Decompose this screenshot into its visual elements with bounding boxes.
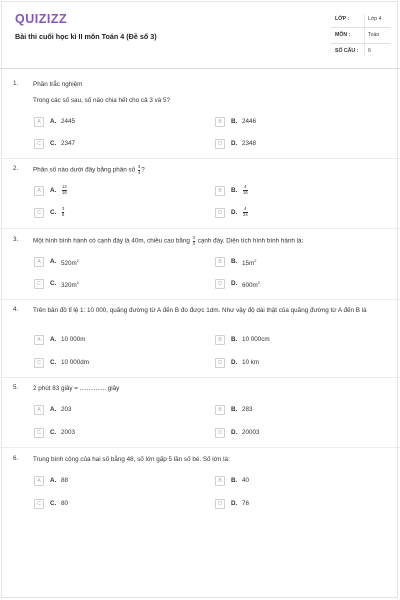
question-text: Trung bình cộng của hai số bằng 48, số lớn gấp 5 lần số bé. Số lớn là: [33,456,230,463]
option-key: B. [231,118,238,125]
option-text [242,185,249,195]
info-row-class [331,12,390,28]
option-text [242,207,249,217]
info-value: Toán [368,32,380,38]
option-key: B. [231,336,238,343]
option-text [242,280,260,289]
question-number: 6. [13,455,19,462]
question-text [33,165,390,175]
superscript: 2 [76,258,79,263]
question-subtext: Trong các số sau, số nào chia hết cho cả 3 và 5? [33,97,170,104]
option-text: 2003 [61,429,76,436]
option-key: B. [231,187,238,194]
fraction [243,185,248,195]
option-key: D. [231,429,238,436]
question-divider [0,447,400,448]
option-key: D. [231,280,238,287]
info-box [331,12,390,58]
option-key: A. [50,336,57,343]
option-key: A. [50,187,57,194]
option-letter: D [215,139,225,149]
question-text [33,236,390,246]
fraction-den: 16 [62,189,67,195]
question-number: 5. [13,384,19,391]
option-key: C. [50,280,57,287]
option-text: 20003 [242,429,260,436]
option-key: C. [50,500,57,507]
option-letter: D [215,279,225,289]
option-letter: C [34,499,44,509]
option-key: D. [231,359,238,366]
option-text [61,280,79,289]
question-number: 4. [13,306,19,313]
fraction [138,165,140,175]
fraction [62,185,67,195]
option-letter: A [34,257,44,267]
option-key: C. [50,209,57,216]
option-value: 600m [242,282,258,290]
option-letter: B [215,186,225,196]
option-text [61,185,68,195]
fraction [62,207,64,217]
question-number: 3. [13,236,19,243]
option-text: 2446 [242,118,257,125]
header-divider [0,68,400,69]
question-text-before: Một hình bình hành có cạnh đáy là 40m, chiều cao bằng [33,237,190,245]
fraction-num: 4 [244,206,247,211]
fraction-num: 3 [62,206,65,211]
question-number: 1. [13,80,19,87]
option-letter: B [215,117,225,127]
option-text: 10 000m [61,336,86,343]
option-key: B. [231,406,238,413]
question-divider [0,377,400,378]
option-letter: D [215,428,225,438]
option-text: 2347 [61,140,76,147]
question-text-before: Phân số nào dưới đây bằng phân số [33,166,136,174]
fraction [193,236,195,246]
option-text [242,258,256,267]
fraction-num: 4 [244,184,247,189]
fraction-num: 3 [137,164,141,169]
option-value: 520m [61,260,77,268]
option-text: 76 [242,500,250,507]
option-text [61,207,65,217]
option-text: 283 [242,406,253,413]
question-text-after: ? [141,166,145,174]
fraction-den: 4 [192,240,195,246]
option-text: 10 000cm [242,336,270,343]
option-text: 203 [61,406,72,413]
fraction-num: 3 [192,235,195,240]
fraction-den: 24 [243,211,248,217]
question-text-after: cạnh đáy. Diện tích hình bình hành là: [197,237,304,245]
question-divider [0,158,400,159]
info-value: Lớp 4 [368,16,382,22]
option-text: 40 [242,477,250,484]
option-text [61,258,79,267]
option-key: B. [231,258,238,265]
option-key: A. [50,477,57,484]
option-letter: A [34,335,44,345]
info-row-count [331,44,390,59]
info-label: LỚP : [335,16,350,22]
option-text: 80 [61,500,69,507]
option-letter: B [215,405,225,415]
option-letter: C [34,139,44,149]
option-letter: D [215,208,225,218]
option-key: D. [231,500,238,507]
page-title: Bài thi cuối học kì II môn Toán 4 (Đề số 3) [15,32,157,41]
option-text: 2348 [242,140,257,147]
question-text: 2 phút 83 giây = ............... giây [33,385,120,392]
superscript: 2 [76,280,79,285]
info-value: 6 [368,48,371,54]
question-text: Phần trắc nghiệm [33,81,83,88]
info-row-subject [331,28,390,44]
option-text: 10 000dm [61,359,90,366]
option-letter: C [34,279,44,289]
option-letter: D [215,358,225,368]
question-number: 2. [13,165,19,172]
option-letter: A [34,476,44,486]
option-letter: B [215,476,225,486]
option-letter: A [34,405,44,415]
option-key: D. [231,140,238,147]
option-letter: B [215,257,225,267]
info-label: MÔN : [335,32,351,38]
option-key: B. [231,477,238,484]
option-key: C. [50,429,57,436]
superscript: 2 [254,258,257,263]
option-key: D. [231,209,238,216]
option-value: 320m [61,282,77,290]
option-key: C. [50,140,57,147]
option-letter: A [34,186,44,196]
option-text: 2445 [61,118,76,125]
option-letter: D [215,499,225,509]
question-text: Trên bản đồ tỉ lệ 1: 10 000, quãng đường từ A đến B đo được 1dm. Như vậy độ dài thật của quãng đường từ A đến B là [33,307,367,314]
option-letter: A [34,117,44,127]
option-letter: C [34,358,44,368]
option-letter: C [34,208,44,218]
option-text: 10 km [242,359,260,366]
fraction-den: 16 [243,189,248,195]
option-key: A. [50,406,57,413]
fraction-den: 8 [62,211,65,217]
quizizz-logo: QUIZIZZ [15,12,68,26]
option-letter: B [215,335,225,345]
info-label: SỐ CÂU : [335,48,359,54]
option-key: A. [50,258,57,265]
option-value: 15m [242,260,255,268]
option-key: C. [50,359,57,366]
option-key: A. [50,118,57,125]
option-letter: C [34,428,44,438]
question-divider [0,228,400,229]
superscript: 2 [257,280,260,285]
question-divider [0,299,400,300]
fraction [243,207,248,217]
fraction-num: 12 [62,184,67,189]
option-text: 88 [61,477,69,484]
header [0,0,400,70]
fraction-den: 4 [137,169,141,175]
